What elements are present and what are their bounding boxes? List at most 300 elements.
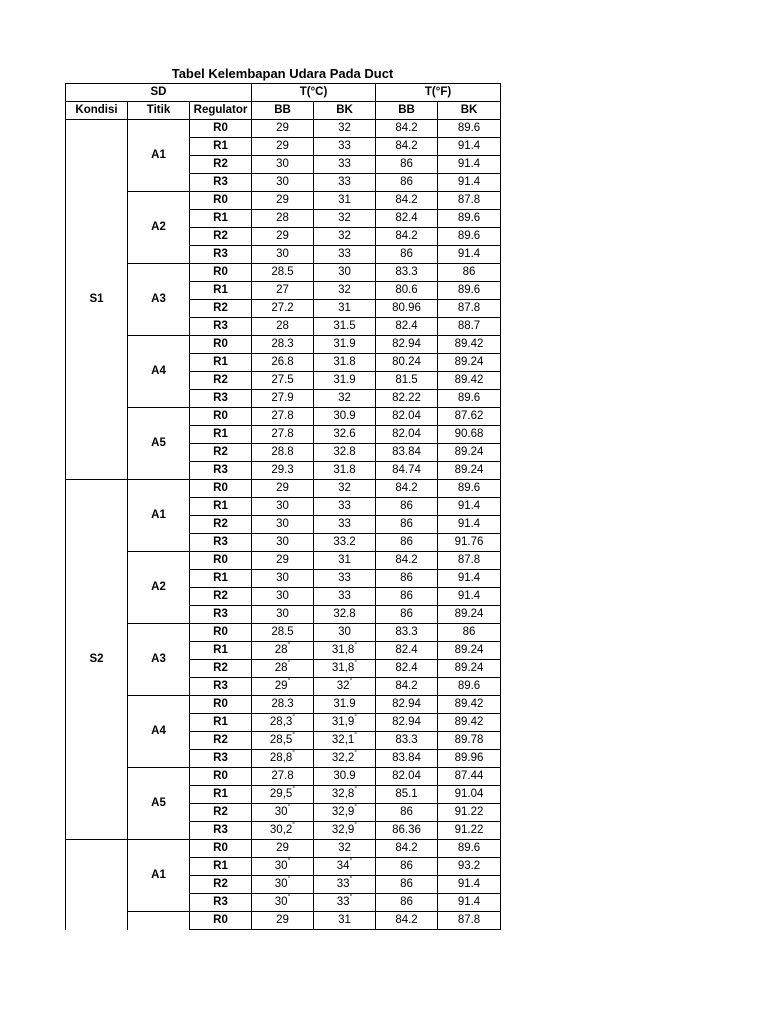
value-cell-bk-f <box>438 642 501 660</box>
value-cell-bk-c <box>314 354 376 372</box>
value-cell-bb-f <box>376 246 438 264</box>
value-cell-bk-f <box>438 444 501 462</box>
kondisi-cell <box>66 840 128 930</box>
value-cell-bb-f <box>376 318 438 336</box>
value-text: 91.4 <box>457 878 481 890</box>
value-cell-bb-c <box>252 768 314 786</box>
value-text: 33 <box>338 500 351 512</box>
header-row-2 <box>66 102 501 120</box>
regulator-cell: R0 <box>190 336 252 354</box>
regulator-cell: R2 <box>190 516 252 534</box>
degree-mark: ° <box>287 660 291 667</box>
value-cell-bb-f <box>376 732 438 750</box>
value-cell-bk-f <box>438 516 501 534</box>
value-text: 32,2 <box>331 752 355 764</box>
table-row <box>66 264 501 282</box>
value-cell-bk-c <box>314 318 376 336</box>
regulator-cell: R1 <box>190 642 252 660</box>
table-row <box>66 912 501 930</box>
value-text: 31 <box>338 302 351 314</box>
value-text: 30,2 <box>269 824 293 836</box>
value-text: 32.6 <box>333 428 356 440</box>
value-text: 29.3 <box>271 464 294 476</box>
value-text: 84.2 <box>395 482 418 494</box>
value-text: 83.3 <box>395 734 418 746</box>
regulator-cell: R1 <box>190 210 252 228</box>
value-text: 33 <box>338 140 351 152</box>
value-cell-bk-c <box>314 642 376 660</box>
header-row-1 <box>66 84 501 102</box>
header-temp-celsius: T(°C) <box>252 84 376 102</box>
value-text: 33 <box>338 590 351 602</box>
value-text: 84.2 <box>395 122 418 134</box>
value-cell-bk-f <box>438 894 501 912</box>
value-cell-bb-f <box>376 858 438 876</box>
value-text: 32 <box>338 842 351 854</box>
value-text: 30 <box>338 266 351 278</box>
value-cell-bk-f <box>438 552 501 570</box>
value-text: 29 <box>276 482 289 494</box>
value-cell-bb-c <box>252 318 314 336</box>
value-cell-bb-c <box>252 120 314 138</box>
value-text: 91.22 <box>454 806 484 818</box>
value-cell-bb-f <box>376 156 438 174</box>
value-text: 29,5 <box>269 788 293 800</box>
value-text: 86 <box>400 500 413 512</box>
value-cell-bk-c <box>314 390 376 408</box>
titik-cell: A5 <box>128 768 190 840</box>
value-cell-bk-f <box>438 210 501 228</box>
value-cell-bk-c <box>314 444 376 462</box>
value-text: 30.9 <box>333 770 356 782</box>
value-cell-bk-c <box>314 912 376 930</box>
header-sd: SD <box>66 84 252 102</box>
value-text: 30 <box>276 158 289 170</box>
regulator-cell: R3 <box>190 390 252 408</box>
value-cell-bk-c <box>314 246 376 264</box>
degree-mark: ° <box>287 876 291 883</box>
value-cell-bk-f <box>438 462 501 480</box>
value-cell-bb-f <box>376 444 438 462</box>
header-bk-celsius: BK <box>314 102 376 120</box>
value-text: 32,9 <box>331 806 355 818</box>
value-text: 32,1 <box>331 734 355 746</box>
value-cell-bk-f <box>438 480 501 498</box>
value-cell-bk-f <box>438 804 501 822</box>
degree-mark: ° <box>349 678 353 685</box>
value-text: 28.3 <box>271 338 294 350</box>
value-cell-bb-f <box>376 894 438 912</box>
value-text: 29 <box>276 914 289 926</box>
value-cell-bb-f <box>376 498 438 516</box>
titik-cell: A4 <box>128 696 190 768</box>
value-cell-bb-f <box>376 138 438 156</box>
value-cell-bb-c <box>252 570 314 588</box>
value-text: 83.3 <box>395 626 418 638</box>
value-text: 86 <box>462 626 476 638</box>
value-text: 33 <box>338 572 351 584</box>
value-text: 89.42 <box>454 698 484 710</box>
value-cell-bk-c <box>314 336 376 354</box>
value-cell-bk-f <box>438 660 501 678</box>
value-cell-bb-f <box>376 786 438 804</box>
value-text: 89.96 <box>454 752 484 764</box>
value-text: 91.4 <box>457 572 481 584</box>
value-text: 31,9 <box>331 716 355 728</box>
value-text: 82.04 <box>392 410 421 422</box>
value-text: 29 <box>276 122 289 134</box>
titik-cell: A1 <box>128 480 190 552</box>
regulator-cell: R1 <box>190 498 252 516</box>
value-cell-bk-f <box>438 750 501 768</box>
value-cell-bb-c <box>252 822 314 840</box>
value-text: 89.78 <box>454 734 484 746</box>
value-cell-bb-c <box>252 588 314 606</box>
value-text: 86 <box>400 860 413 872</box>
value-cell-bb-f <box>376 642 438 660</box>
value-cell-bb-c <box>252 228 314 246</box>
value-cell-bb-f <box>376 516 438 534</box>
value-cell-bk-f <box>438 300 501 318</box>
value-text: 87.8 <box>457 302 481 314</box>
regulator-cell: R0 <box>190 408 252 426</box>
value-text: 32 <box>338 482 351 494</box>
value-cell-bb-c <box>252 498 314 516</box>
value-text: 82.4 <box>395 662 418 674</box>
value-text: 87.8 <box>457 194 481 206</box>
table-row <box>66 336 501 354</box>
regulator-cell: R3 <box>190 462 252 480</box>
value-cell-bb-f <box>376 264 438 282</box>
value-cell-bb-f <box>376 354 438 372</box>
value-text: 86 <box>462 266 476 278</box>
regulator-cell: R2 <box>190 660 252 678</box>
value-cell-bk-c <box>314 120 376 138</box>
degree-mark: ° <box>287 678 291 685</box>
value-cell-bb-c <box>252 894 314 912</box>
value-text: 30 <box>274 896 288 908</box>
value-cell-bk-c <box>314 570 376 588</box>
value-text: 31.5 <box>333 320 356 332</box>
regulator-cell: R2 <box>190 444 252 462</box>
value-cell-bb-f <box>376 804 438 822</box>
titik-cell: A2 <box>128 552 190 624</box>
value-text: 34 <box>336 860 350 872</box>
value-text: 86 <box>400 878 413 890</box>
value-text: 27 <box>276 284 289 296</box>
value-text: 90.68 <box>454 428 484 440</box>
degree-mark: ° <box>354 822 358 829</box>
value-cell-bk-c <box>314 156 376 174</box>
value-text: 89.42 <box>454 374 484 386</box>
value-cell-bb-c <box>252 912 314 930</box>
value-text: 84.2 <box>395 230 418 242</box>
value-text: 32.8 <box>333 446 356 458</box>
value-cell-bk-f <box>438 156 501 174</box>
value-text: 81.5 <box>395 374 418 386</box>
header-bb-fahrenheit: BB <box>376 102 438 120</box>
value-text: 86 <box>400 536 413 548</box>
value-text: 86 <box>400 896 413 908</box>
value-cell-bb-c <box>252 462 314 480</box>
value-text: 32,9 <box>331 824 355 836</box>
value-cell-bb-f <box>376 588 438 606</box>
value-cell-bk-c <box>314 804 376 822</box>
value-text: 29 <box>276 194 289 206</box>
value-cell-bk-f <box>438 768 501 786</box>
value-cell-bk-f <box>438 732 501 750</box>
value-cell-bb-c <box>252 858 314 876</box>
value-text: 89.6 <box>457 230 481 242</box>
value-text: 30 <box>274 860 288 872</box>
value-cell-bk-f <box>438 372 501 390</box>
header-bk-fahrenheit: BK <box>438 102 501 120</box>
value-text: 91.4 <box>457 518 481 530</box>
value-text: 82.04 <box>392 428 421 440</box>
titik-cell: A1 <box>128 840 190 912</box>
regulator-cell: R3 <box>190 174 252 192</box>
value-cell-bk-c <box>314 264 376 282</box>
value-cell-bb-f <box>376 534 438 552</box>
value-cell-bb-f <box>376 678 438 696</box>
degree-mark: ° <box>349 894 353 901</box>
regulator-cell: R2 <box>190 876 252 894</box>
value-text: 91.4 <box>457 248 481 260</box>
value-text: 33 <box>338 248 351 260</box>
table-row <box>66 768 501 786</box>
table-row <box>66 480 501 498</box>
regulator-cell: R3 <box>190 678 252 696</box>
value-cell-bb-c <box>252 624 314 642</box>
value-text: 30 <box>276 248 289 260</box>
value-cell-bb-f <box>376 876 438 894</box>
value-cell-bb-c <box>252 642 314 660</box>
value-cell-bb-f <box>376 408 438 426</box>
value-cell-bk-c <box>314 732 376 750</box>
degree-mark: ° <box>354 732 358 739</box>
value-cell-bb-f <box>376 696 438 714</box>
value-cell-bb-f <box>376 282 438 300</box>
table-body <box>66 84 501 930</box>
value-text: 80.96 <box>392 302 421 314</box>
value-cell-bk-c <box>314 552 376 570</box>
value-cell-bb-c <box>252 840 314 858</box>
value-cell-bb-c <box>252 750 314 768</box>
value-cell-bk-c <box>314 714 376 732</box>
regulator-cell: R1 <box>190 354 252 372</box>
value-cell-bb-c <box>252 408 314 426</box>
value-cell-bk-c <box>314 624 376 642</box>
value-text: 30 <box>276 608 289 620</box>
value-cell-bb-f <box>376 210 438 228</box>
value-cell-bb-f <box>376 300 438 318</box>
value-cell-bb-c <box>252 516 314 534</box>
value-text: 31,8 <box>331 644 355 656</box>
table-row <box>66 696 501 714</box>
value-text: 84.2 <box>395 914 418 926</box>
value-text: 87.44 <box>454 770 484 782</box>
regulator-cell: R3 <box>190 894 252 912</box>
value-text: 31.9 <box>333 698 356 710</box>
value-text: 89.6 <box>457 284 481 296</box>
value-cell-bb-c <box>252 390 314 408</box>
value-cell-bk-c <box>314 426 376 444</box>
value-text: 86 <box>400 608 413 620</box>
value-cell-bb-f <box>376 840 438 858</box>
value-text: 89.24 <box>454 608 484 620</box>
value-cell-bk-f <box>438 714 501 732</box>
value-text: 89.24 <box>454 662 484 674</box>
value-text: 31.9 <box>333 374 356 386</box>
value-cell-bb-c <box>252 336 314 354</box>
value-cell-bk-c <box>314 768 376 786</box>
value-text: 86 <box>400 248 413 260</box>
value-text: 29 <box>276 140 289 152</box>
regulator-cell: R0 <box>190 624 252 642</box>
degree-mark: ° <box>287 858 291 865</box>
value-text: 88.7 <box>457 320 481 332</box>
value-text: 86 <box>400 806 413 818</box>
value-text: 32 <box>336 680 350 692</box>
value-text: 27.8 <box>271 410 294 422</box>
kondisi-cell: S1 <box>66 120 128 480</box>
degree-mark: ° <box>292 732 296 739</box>
value-cell-bb-f <box>376 372 438 390</box>
degree-mark: ° <box>287 804 291 811</box>
regulator-cell: R3 <box>190 750 252 768</box>
value-cell-bk-f <box>438 408 501 426</box>
value-text: 84.2 <box>395 842 418 854</box>
value-cell-bb-c <box>252 426 314 444</box>
value-text: 89.6 <box>457 680 481 692</box>
humidity-table <box>65 83 501 930</box>
value-text: 28.3 <box>271 698 294 710</box>
value-cell-bb-f <box>376 570 438 588</box>
value-text: 27.8 <box>271 770 294 782</box>
value-cell-bk-f <box>438 426 501 444</box>
value-cell-bk-f <box>438 912 501 930</box>
regulator-cell: R2 <box>190 300 252 318</box>
degree-mark: ° <box>349 858 353 865</box>
value-cell-bb-c <box>252 786 314 804</box>
regulator-cell: R2 <box>190 732 252 750</box>
regulator-cell: R3 <box>190 318 252 336</box>
value-cell-bk-f <box>438 678 501 696</box>
value-cell-bb-f <box>376 750 438 768</box>
header-temp-fahrenheit: T(°F) <box>376 84 501 102</box>
value-cell-bb-c <box>252 354 314 372</box>
kondisi-cell: S2 <box>66 480 128 840</box>
table-row <box>66 408 501 426</box>
value-text: 27.5 <box>271 374 294 386</box>
value-cell-bb-c <box>252 480 314 498</box>
value-text: 28 <box>276 212 289 224</box>
table-row <box>66 624 501 642</box>
value-cell-bb-f <box>376 462 438 480</box>
value-cell-bb-f <box>376 552 438 570</box>
value-text: 30 <box>338 626 351 638</box>
value-text: 28.8 <box>271 446 294 458</box>
regulator-cell: R1 <box>190 426 252 444</box>
value-text: 33 <box>336 878 350 890</box>
value-text: 89.6 <box>457 392 481 404</box>
value-text: 91.4 <box>457 590 481 602</box>
value-cell-bk-c <box>314 174 376 192</box>
value-cell-bb-c <box>252 534 314 552</box>
regulator-cell: R0 <box>190 552 252 570</box>
value-cell-bk-f <box>438 534 501 552</box>
value-cell-bk-c <box>314 138 376 156</box>
value-text: 82.4 <box>395 212 418 224</box>
regulator-cell: R0 <box>190 480 252 498</box>
value-text: 26.8 <box>271 356 294 368</box>
value-cell-bk-f <box>438 498 501 516</box>
value-cell-bb-f <box>376 624 438 642</box>
value-text: 85.1 <box>395 788 418 800</box>
value-cell-bb-f <box>376 192 438 210</box>
value-text: 28 <box>276 320 289 332</box>
value-text: 84.2 <box>395 554 418 566</box>
value-text: 28,3 <box>269 716 293 728</box>
value-text: 82.4 <box>395 320 418 332</box>
value-text: 82.4 <box>395 644 418 656</box>
value-cell-bk-f <box>438 822 501 840</box>
value-text: 29 <box>276 554 289 566</box>
value-text: 83.84 <box>392 446 421 458</box>
regulator-cell: R2 <box>190 228 252 246</box>
value-text: 80.6 <box>395 284 418 296</box>
value-cell-bk-f <box>438 696 501 714</box>
value-text: 91.76 <box>454 536 484 548</box>
value-cell-bk-f <box>438 390 501 408</box>
value-text: 27.9 <box>271 392 294 404</box>
value-text: 82.22 <box>392 392 421 404</box>
value-cell-bk-f <box>438 192 501 210</box>
value-cell-bk-c <box>314 228 376 246</box>
value-cell-bb-c <box>252 660 314 678</box>
value-text: 31 <box>338 194 351 206</box>
value-text: 89.6 <box>457 842 481 854</box>
value-text: 83.84 <box>392 752 421 764</box>
value-text: 30 <box>274 806 288 818</box>
value-text: 31.8 <box>333 464 356 476</box>
value-cell-bk-c <box>314 588 376 606</box>
degree-mark: ° <box>287 894 291 901</box>
value-text: 28,8 <box>269 752 293 764</box>
value-cell-bb-c <box>252 714 314 732</box>
value-text: 32 <box>338 230 351 242</box>
value-text: 87.62 <box>454 410 484 422</box>
regulator-cell: R0 <box>190 192 252 210</box>
value-cell-bb-f <box>376 912 438 930</box>
value-cell-bk-c <box>314 210 376 228</box>
value-text: 82.94 <box>392 698 421 710</box>
value-text: 30 <box>276 572 289 584</box>
value-text: 91.4 <box>457 140 481 152</box>
value-text: 28,5 <box>269 734 293 746</box>
degree-mark: ° <box>354 714 358 721</box>
regulator-cell: R3 <box>190 822 252 840</box>
value-cell-bk-f <box>438 606 501 624</box>
value-cell-bk-c <box>314 894 376 912</box>
degree-mark: ° <box>292 714 296 721</box>
header-regulator: Regulator <box>190 102 252 120</box>
regulator-cell: R2 <box>190 156 252 174</box>
value-text: 91.4 <box>457 176 481 188</box>
value-cell-bk-c <box>314 300 376 318</box>
table-row <box>66 192 501 210</box>
value-cell-bb-c <box>252 876 314 894</box>
